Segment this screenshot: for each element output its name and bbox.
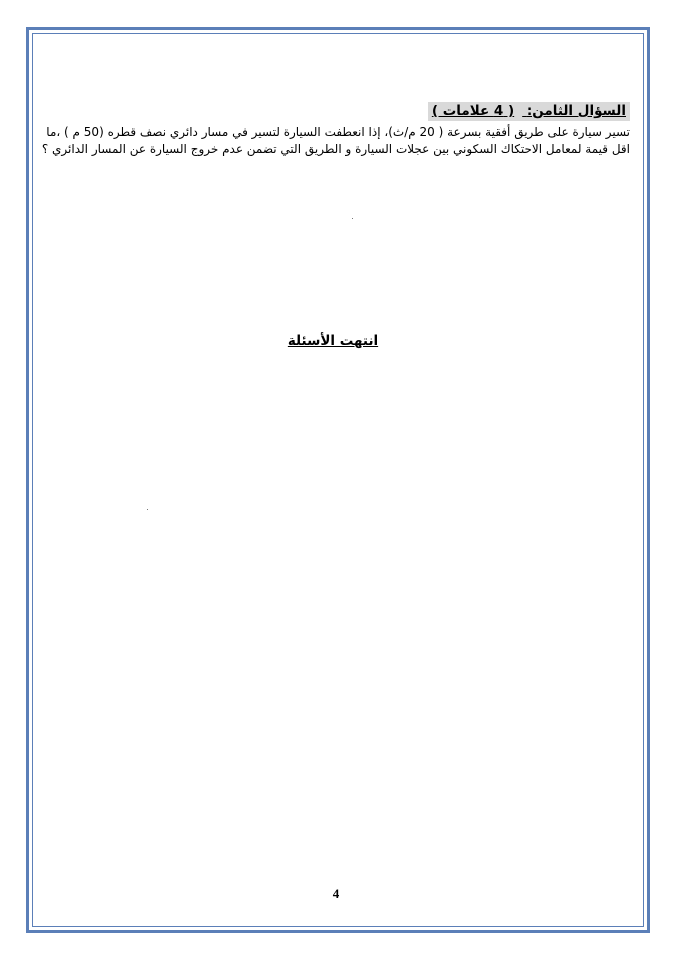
question-heading: [428, 102, 630, 121]
question-marks: ( 4 علامات ): [431, 103, 515, 119]
end-of-questions-title: انتهت الأسئلة: [287, 333, 379, 349]
scan-speck: [147, 509, 148, 510]
question-title: السؤال الثامن:: [526, 103, 626, 119]
page-number: 4: [332, 886, 340, 901]
question-text: تسير سيارة على طريق أفقية بسرعة ( 20 م/ث)، إذا انعطفت السيارة لتسير في مسار دائري نصف قطره (50 م ) ،ما اقل قيمة لمعامل الاحتكاك السكوني بين عجلات السيارة و الطريق التي تضمن عدم خروج السيارة عن المسار الدائري ؟: [41, 125, 630, 156]
scan-speck: [352, 218, 353, 219]
page-border-inner: [32, 33, 644, 927]
